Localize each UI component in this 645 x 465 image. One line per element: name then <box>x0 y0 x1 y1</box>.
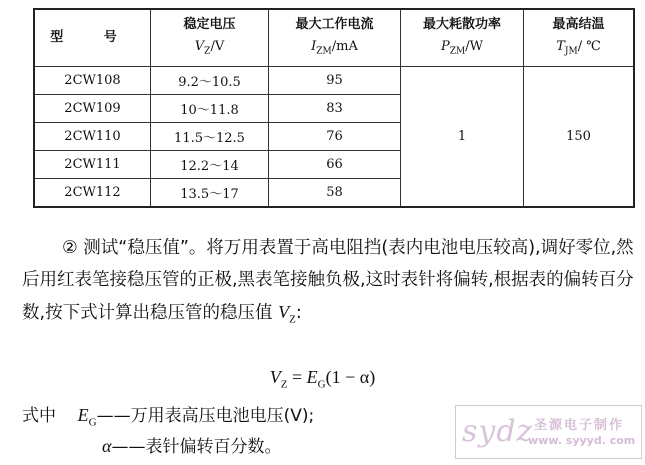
table-header-row <box>34 9 634 67</box>
cell-voltage: 9.2～10.5 <box>151 67 269 95</box>
cell-temp-shared: 150 <box>524 67 635 208</box>
cell-model: 2CW110 <box>34 123 151 151</box>
cell-model: 2CW108 <box>34 67 151 95</box>
definition-eg: 式中 $E_G——$万用表高压电池电压(V); <box>22 405 315 429</box>
header-current: 最大工作电流 $I_{ZM}/mA$ <box>269 9 401 67</box>
cell-current: 58 <box>269 179 401 208</box>
cell-current: 66 <box>269 151 401 179</box>
cell-voltage: 10～11.8 <box>151 95 269 123</box>
watermark-name: 圣源电子制作 <box>534 418 625 433</box>
header-power: 最大耗散功率 $P_{ZM}/W$ <box>401 9 524 67</box>
cell-model: 2CW112 <box>34 179 151 208</box>
watermark-logo: sydz <box>462 414 534 449</box>
cell-voltage: 12.2～14 <box>151 151 269 179</box>
cell-voltage: 11.5～12.5 <box>151 123 269 151</box>
formula: $V_Z = E_G(1 - \alpha)$ <box>269 367 376 391</box>
zener-spec-table <box>33 8 635 208</box>
body-paragraph: ② 测试“稳压值”。将万用表置于高电阻挡(表内电池电压较高),调好零位,然后用红表笔接稳压管的正极,黑表笔接触负极,这时表针将偏转,根据表的偏转百分数,按下式计算出稳压管的稳压值 $V_Z$: <box>22 238 634 326</box>
cell-current: 76 <box>269 123 401 151</box>
cell-current: 95 <box>269 67 401 95</box>
table-row <box>34 67 634 95</box>
header-temperature: 最高结温 $T_{JM}/$ ℃ <box>524 9 635 67</box>
header-voltage: 稳定电压 $V_Z/V$ <box>151 9 269 67</box>
watermark-url: www. syyyd. com <box>528 434 636 447</box>
cell-model: 2CW111 <box>34 151 151 179</box>
cell-power-shared: 1 <box>401 67 524 208</box>
header-model: 型 号 <box>34 9 151 67</box>
watermark-stamp <box>455 405 642 459</box>
cell-current: 83 <box>269 95 401 123</box>
cell-voltage: 13.5～17 <box>151 179 269 208</box>
definition-alpha: α——表针偏转百分数。 <box>102 436 282 457</box>
cell-model: 2CW109 <box>34 95 151 123</box>
